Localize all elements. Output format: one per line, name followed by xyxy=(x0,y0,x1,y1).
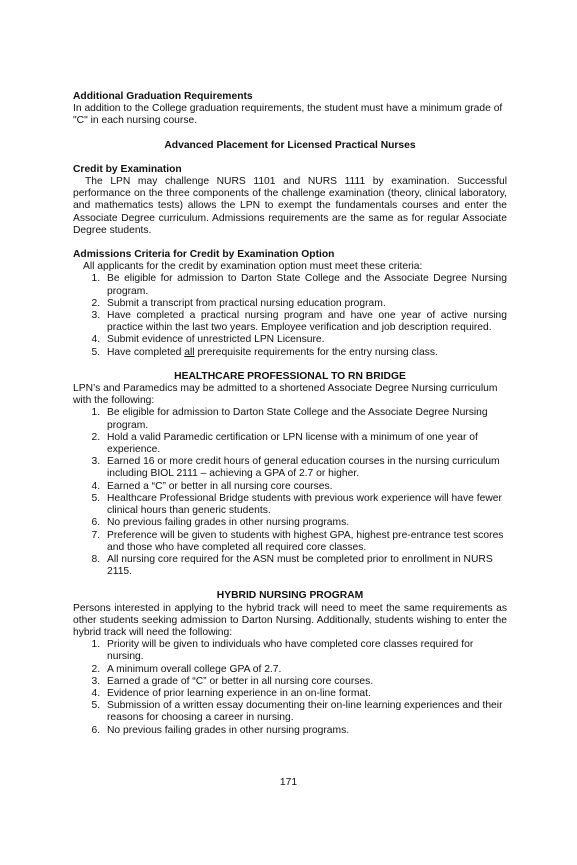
hybrid-intro: Persons interested in applying to the hybrid track will need to meet the same requirements as other students seeking admission to Darton Nursing. Additionally, students wishing to enter the hybrid track will need the following: xyxy=(73,602,507,638)
list-item: 5. Submission of a written essay documenting their on-line learning experiences and their reasons for choosing a career in nursing. xyxy=(103,700,507,724)
hybrid-heading: HYBRID NURSING PROGRAM xyxy=(216,590,364,602)
admissions-intro: All applicants for the credit by examination option must meet these criteria: xyxy=(83,261,423,273)
list-item: 3. Earned a grade of “C” or better in all nursing core courses. xyxy=(103,676,507,688)
bridge-intro: LPN’s and Paramedics may be admitted to a shortened Associate Degree Nursing curriculum with the following: xyxy=(73,383,498,407)
bridge-list xyxy=(73,407,507,578)
list-item: 6. No previous failing grades in other nursing programs. xyxy=(103,725,507,737)
list-item: 2. Hold a valid Paramedic certification or LPN license with a minimum of one year of experience. xyxy=(103,432,507,456)
list-item: 3. Have completed a practical nursing program and have one year of active nursing practice within the last two years. Employee verification and job description required. xyxy=(103,310,507,334)
list-item: 2. Submit a transcript from practical nursing education program. xyxy=(103,298,507,310)
list-item: 6. No previous failing grades in other nursing programs. xyxy=(103,517,507,529)
list-item: 4. Submit evidence of unrestricted LPN Licensure. xyxy=(103,334,507,346)
list-item: 1. Priority will be given to individuals who have completed core classes required for nursing. xyxy=(103,639,507,663)
credit-exam-text: The LPN may challenge NURS 1101 and NURS 1111 by examination. Successful performance on the three components of the challenge examination (theory, clinical laboratory, and mathematics tests) allows the LPN to exempt the fundamentals courses and enter the Associate Degree curriculum. Admissions requirements are the same as for regular Associate Degree students. xyxy=(73,176,507,236)
admissions-criteria-heading: Admissions Criteria for Credit by Examination Option xyxy=(73,249,335,261)
list-item: 4. Evidence of prior learning experience in an on-line format. xyxy=(103,688,507,700)
hybrid-list xyxy=(73,639,507,737)
page-content xyxy=(73,91,507,737)
bridge-heading: HEALTHCARE PROFESSIONAL TO RN BRIDGE xyxy=(174,370,406,382)
list-item: 1. Be eligible for admission to Darton State College and the Associate Degree Nursing program. xyxy=(103,407,507,431)
list-item-text: Have completed xyxy=(107,346,185,358)
list-item: 4. Earned a “C” or better in all nursing core courses. xyxy=(103,481,507,493)
underlined-word: all xyxy=(184,346,195,358)
list-item: 7. Preference will be given to students with highest GPA, highest pre-entrance test scores and those who have completed all required core classes. xyxy=(103,530,507,554)
graduation-heading: Additional Graduation Requirements xyxy=(73,91,253,102)
admissions-list xyxy=(73,273,507,358)
list-item: 1. Be eligible for admission to Darton State College and the Associate Degree Nursing program. xyxy=(103,273,507,297)
list-item: 8. All nursing core required for the ASN must be completed prior to enrollment in NURS 2115. xyxy=(103,554,507,578)
list-item xyxy=(103,347,507,359)
credit-exam-heading: Credit by Examination xyxy=(73,163,182,175)
list-item: 5. Healthcare Professional Bridge students with previous work experience will have fewer clinical hours than generic students. xyxy=(103,493,507,517)
page-number: 171 xyxy=(279,777,298,788)
list-item: 3. Earned 16 or more credit hours of general education courses in the nursing curriculum including BIOL 2111 – achieving a GPA of 2.7 or higher. xyxy=(103,456,507,480)
graduation-text: In addition to the College graduation requirements, the student must have a minimum grade of "C" in each nursing course. xyxy=(73,103,503,127)
list-item-text: prerequisite requirements for the entry nursing class. xyxy=(194,346,438,358)
list-item: 2. A minimum overall college GPA of 2.7. xyxy=(103,664,507,676)
lpn-placement-heading: Advanced Placement for Licensed Practical Nurses xyxy=(164,139,416,151)
